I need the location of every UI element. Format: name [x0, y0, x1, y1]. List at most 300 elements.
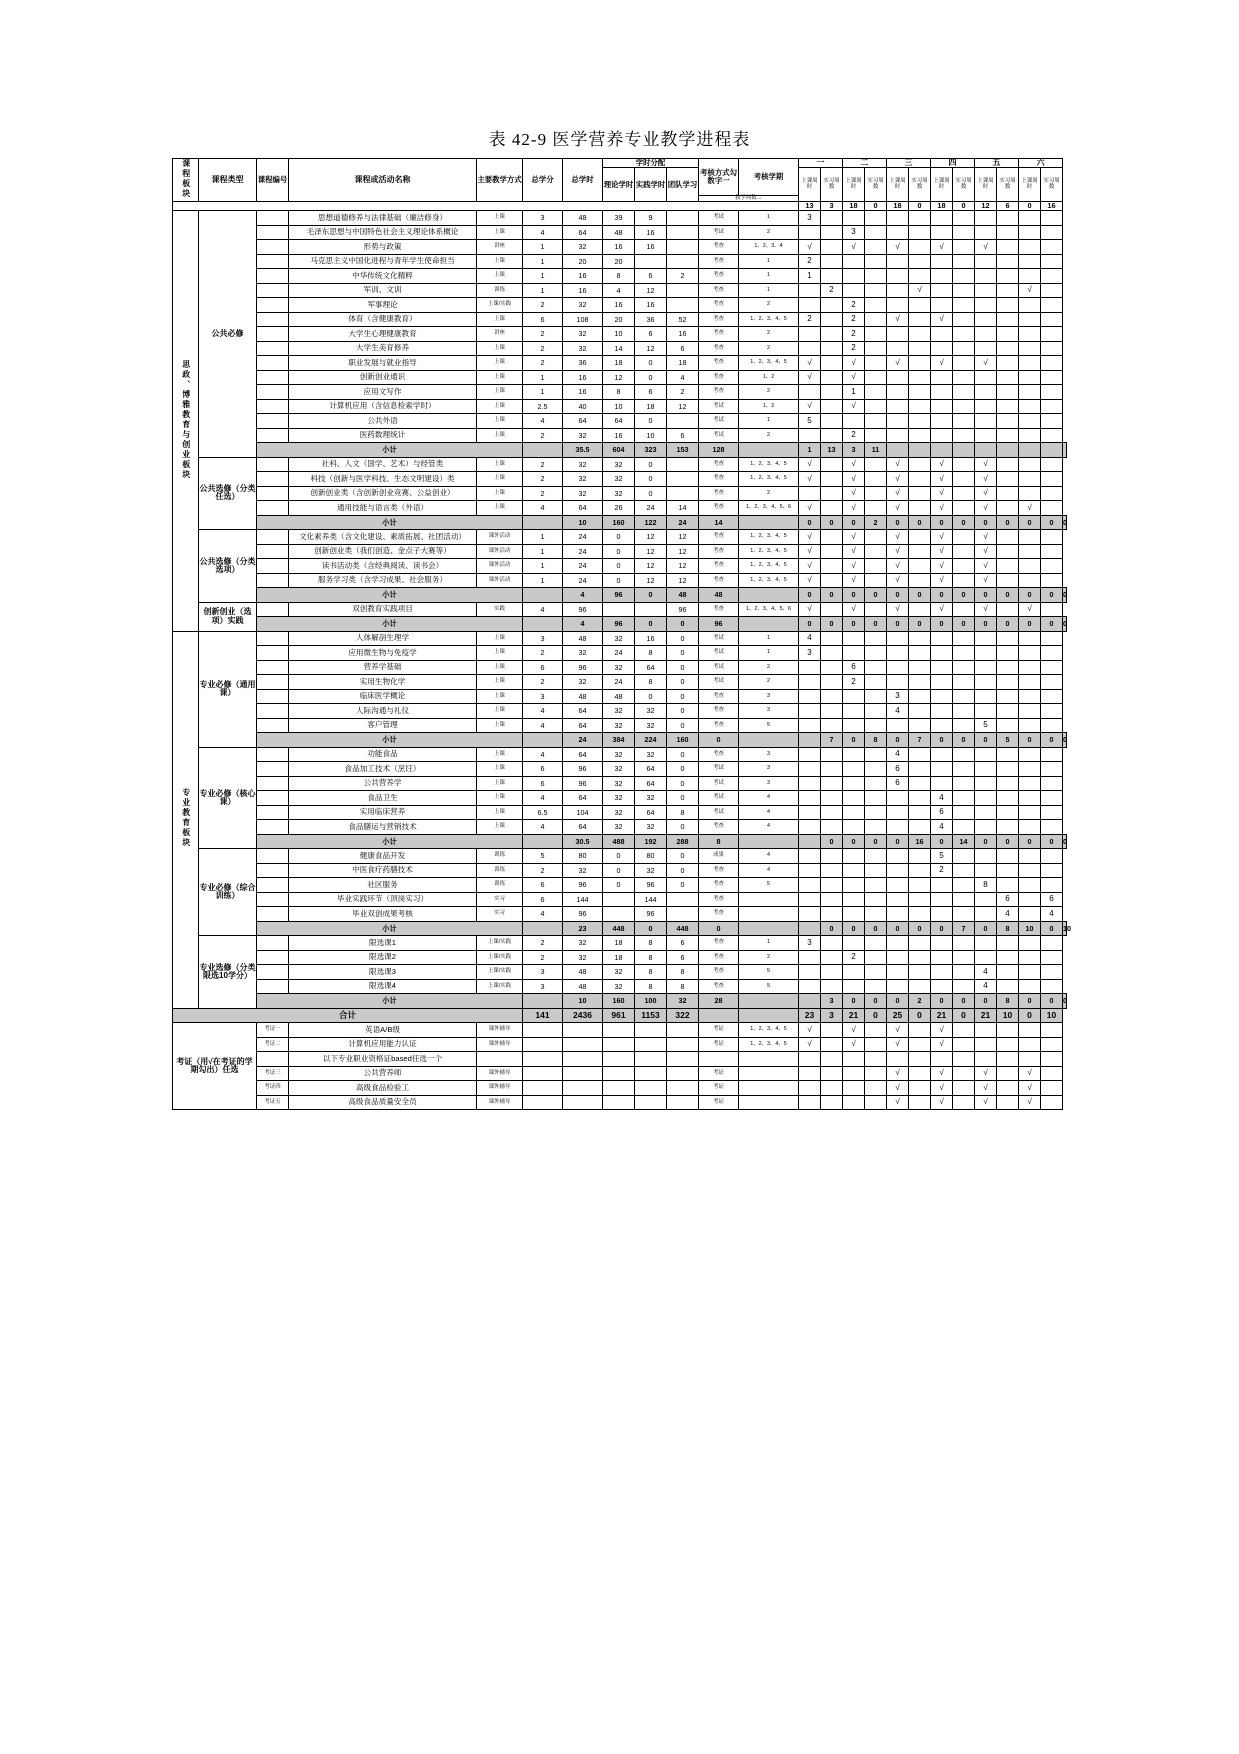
term-cell-5	[887, 428, 909, 443]
term-cell-2	[821, 718, 843, 733]
term-cell-2	[821, 950, 843, 965]
sub-term-cell-10: 0	[1019, 733, 1041, 748]
exam-term: 1、2、3、4、5	[739, 544, 799, 559]
term-cell-10	[997, 704, 1019, 719]
credit: 5	[523, 849, 563, 864]
term-cell-6	[909, 472, 931, 487]
practice-hours: 12	[635, 573, 667, 588]
practice-hours: 64	[635, 660, 667, 675]
term-cell-11	[1019, 530, 1041, 545]
th-term-2: 二	[843, 159, 887, 168]
term-cell-2	[821, 863, 843, 878]
term-cell-8	[953, 602, 975, 617]
term-cell-2	[821, 240, 843, 255]
term-cell-8	[953, 298, 975, 313]
term-cell-10	[997, 602, 1019, 617]
term-cell-11	[1019, 965, 1041, 980]
th-sub-prac-6: 实习周数	[1041, 168, 1063, 202]
team-hours: 0	[667, 878, 699, 893]
term-cell-1: √	[799, 573, 821, 588]
th-weeks-label: 教学周数→	[699, 195, 799, 202]
term-cell-5	[887, 805, 909, 820]
term-cell-5: √	[887, 457, 909, 472]
table-row	[173, 675, 1067, 690]
theory-hours: 32	[603, 820, 635, 835]
sub-term-cell-5: 0	[909, 921, 931, 936]
table-row	[173, 602, 1067, 617]
theory-hours: 18	[603, 950, 635, 965]
term-cell-7	[931, 660, 953, 675]
term-cell-2	[821, 370, 843, 385]
exam-mode: 考试	[699, 791, 739, 806]
sub-credit: 24	[563, 733, 603, 748]
term-cell-6	[909, 675, 931, 690]
term-cell-11	[1019, 428, 1041, 443]
term-cell-1	[799, 486, 821, 501]
term-cell-3	[843, 646, 865, 661]
cert-term-cell-8	[953, 1052, 975, 1067]
term-cell-7	[931, 341, 953, 356]
practice-hours	[635, 602, 667, 617]
table-row	[173, 486, 1067, 501]
term-cell-8	[953, 472, 975, 487]
term-cell-4	[865, 631, 887, 646]
term-cell-3	[843, 631, 865, 646]
exam-term: 2	[739, 660, 799, 675]
total-hours: 48	[563, 211, 603, 226]
teaching-method: 上课/实践	[477, 936, 523, 951]
exam-term: 2	[739, 428, 799, 443]
credit: 1	[523, 269, 563, 284]
term-cell-7	[931, 892, 953, 907]
sub-hours: 448	[603, 921, 635, 936]
sub-practice: 0	[667, 617, 699, 632]
term-cell-9	[975, 936, 997, 951]
team-hours: 8	[667, 979, 699, 994]
term-cell-5	[887, 950, 909, 965]
term-cell-12	[1041, 269, 1063, 284]
total-hours: 64	[563, 704, 603, 719]
grand-total-row	[173, 1008, 1067, 1023]
cert-name: 公共营养师	[289, 1066, 477, 1081]
course-name: 公共营养学	[289, 776, 477, 791]
term-cell-6	[909, 501, 931, 516]
cert-term-cell-9	[975, 1037, 997, 1052]
course-name: 体育（含健康教育）	[289, 312, 477, 327]
practice-hours: 12	[635, 530, 667, 545]
table-row	[173, 327, 1067, 342]
term-cell-6	[909, 689, 931, 704]
total-hours: 2436	[563, 1008, 603, 1023]
term-cell-6	[909, 573, 931, 588]
table-row	[173, 225, 1067, 240]
teaching-method: 上课	[477, 805, 523, 820]
term-cell-6	[909, 544, 931, 559]
course-code	[257, 849, 289, 864]
exam-term: 1、2、3、4、5、6	[739, 602, 799, 617]
term-cell-2	[821, 530, 843, 545]
group-label: 公共必修	[199, 211, 257, 458]
term-cell-9	[975, 849, 997, 864]
term-cell-2	[821, 559, 843, 574]
sub-term-cell-10: 0	[1019, 834, 1041, 849]
term-cell-5	[887, 675, 909, 690]
cert-term	[739, 1081, 799, 1096]
term-cell-10	[997, 776, 1019, 791]
subtotal-row	[173, 994, 1067, 1009]
term-cell-8	[953, 341, 975, 356]
teaching-method: 上课	[477, 776, 523, 791]
total-hours: 144	[563, 892, 603, 907]
exam-term: 1、2、3、4、5	[739, 356, 799, 371]
cert-row	[173, 1023, 1067, 1038]
term-cell-3	[843, 414, 865, 429]
cert-theory	[603, 1023, 635, 1038]
term-cell-12	[1041, 820, 1063, 835]
total-hours: 96	[563, 878, 603, 893]
term-cell-11	[1019, 486, 1041, 501]
theory-hours: 18	[603, 356, 635, 371]
cert-term-cell-2	[821, 1023, 843, 1038]
term-cell-5: √	[887, 312, 909, 327]
cert-method: 课外辅导	[477, 1066, 523, 1081]
sub-term-cell-9: 5	[997, 733, 1019, 748]
term-cell-1: √	[799, 356, 821, 371]
sub-hours: 96	[603, 588, 635, 603]
table-row	[173, 472, 1067, 487]
cert-code: 考证二	[257, 1037, 289, 1052]
th-sub-class-1: 上课周时	[799, 168, 821, 202]
team-hours: 8	[667, 965, 699, 980]
cert-term-cell-10	[997, 1023, 1019, 1038]
sub-term-cell-3: 0	[865, 921, 887, 936]
term-cell-12	[1041, 356, 1063, 371]
term-cell-3	[843, 269, 865, 284]
sub-term-cell-12	[1063, 443, 1067, 458]
theory-hours	[603, 907, 635, 922]
term-cell-10	[997, 530, 1019, 545]
term-cell-6	[909, 211, 931, 226]
table-row	[173, 747, 1067, 762]
term-cell-12	[1041, 950, 1063, 965]
term-cell-9	[975, 892, 997, 907]
practice-hours: 0	[635, 486, 667, 501]
term-cell-1	[799, 660, 821, 675]
term-cell-4	[865, 936, 887, 951]
term-cell-7: √	[931, 457, 953, 472]
practice-hours: 144	[635, 892, 667, 907]
sub-term-cell-2: 0	[843, 834, 865, 849]
cert-term-cell-4	[865, 1095, 887, 1110]
credit: 3	[523, 631, 563, 646]
table-row	[173, 849, 1067, 864]
term-cell-11	[1019, 878, 1041, 893]
term-cell-2	[821, 704, 843, 719]
sub-term	[799, 834, 821, 849]
term-cell-3: √	[843, 530, 865, 545]
term-cell-1	[799, 225, 821, 240]
course-name: 人体解剖生理学	[289, 631, 477, 646]
term-cell-8	[953, 718, 975, 733]
term-cell-11	[1019, 704, 1041, 719]
cert-term-cell-1	[799, 1081, 821, 1096]
term-cell-10	[997, 399, 1019, 414]
course-name: 毛泽东思想与中国特色社会主义理论体系概论	[289, 225, 477, 240]
sub-team: 0	[699, 921, 739, 936]
term-cell-7	[931, 327, 953, 342]
term-cell-10	[997, 878, 1019, 893]
credit: 4	[523, 718, 563, 733]
term-cell-9	[975, 370, 997, 385]
term-cell-9: √	[975, 602, 997, 617]
table-row	[173, 501, 1067, 516]
teaching-method: 讲座	[477, 240, 523, 255]
term-cell-6	[909, 559, 931, 574]
sub-term-cell-11	[1041, 443, 1063, 458]
term-cell-7	[931, 747, 953, 762]
group-label: 专业必修（核心课）	[199, 747, 257, 849]
course-name: 中医食疗药膳技术	[289, 863, 477, 878]
practice-hours: 8	[635, 675, 667, 690]
total-hours: 64	[563, 718, 603, 733]
term-cell-6	[909, 849, 931, 864]
course-code	[257, 646, 289, 661]
term-cell-7	[931, 689, 953, 704]
term-cell-4	[865, 457, 887, 472]
week-count-8: 0	[953, 202, 975, 211]
teaching-method: 上课/实践	[477, 979, 523, 994]
term-cell-6	[909, 979, 931, 994]
theory-hours: 32	[603, 660, 635, 675]
term-cell-12	[1041, 559, 1063, 574]
term-cell-11	[1019, 269, 1041, 284]
theory-hours: 8	[603, 385, 635, 400]
term-cell-10	[997, 312, 1019, 327]
credit: 1	[523, 544, 563, 559]
term-cell-7	[931, 762, 953, 777]
exam-mode: 考试	[699, 776, 739, 791]
term-cell-2	[821, 660, 843, 675]
term-cell-1	[799, 950, 821, 965]
term-cell-1: 2	[799, 312, 821, 327]
credit: 4	[523, 747, 563, 762]
sub-practice: 48	[667, 588, 699, 603]
term-cell-11	[1019, 950, 1041, 965]
course-code	[257, 298, 289, 313]
sub-term-cell-11: 0	[1041, 617, 1063, 632]
block-label: 专业教育板块	[173, 631, 199, 1008]
cert-code: 考证一	[257, 1023, 289, 1038]
exam-term: 2	[739, 385, 799, 400]
sub-term-cell-5: 2	[909, 994, 931, 1009]
table-row	[173, 211, 1067, 226]
sub-practice: 153	[667, 443, 699, 458]
total-hours: 32	[563, 646, 603, 661]
teaching-method: 实践	[477, 602, 523, 617]
theory-hours: 0	[603, 863, 635, 878]
practice-hours: 8	[635, 646, 667, 661]
sub-term-cell-1: 0	[821, 617, 843, 632]
group-label: 专业必修（通用课）	[199, 631, 257, 747]
sub-term-cell-9: 0	[997, 588, 1019, 603]
term-cell-6	[909, 863, 931, 878]
teaching-method: 上课	[477, 341, 523, 356]
practice-hours: 8	[635, 950, 667, 965]
week-count-1: 13	[799, 202, 821, 211]
sub-theory: 224	[635, 733, 667, 748]
course-code	[257, 936, 289, 951]
table-row	[173, 907, 1067, 922]
th-team: 团队学习	[667, 168, 699, 202]
sub-team: 96	[699, 617, 739, 632]
term-cell-12	[1041, 414, 1063, 429]
term-cell-4	[865, 573, 887, 588]
subtotal-row	[173, 617, 1067, 632]
term-cell-8	[953, 646, 975, 661]
team-hours: 0	[667, 675, 699, 690]
exam-mode: 考查	[699, 370, 739, 385]
cert-practice	[635, 1023, 667, 1038]
term-cell-3	[843, 211, 865, 226]
term-cell-7: √	[931, 486, 953, 501]
term-cell-10	[997, 544, 1019, 559]
th-type: 课程类型	[199, 159, 257, 202]
teaching-method: 上课	[477, 646, 523, 661]
term-cell-4	[865, 704, 887, 719]
course-code	[257, 776, 289, 791]
term-cell-1: 4	[799, 631, 821, 646]
table-header	[173, 159, 1067, 211]
practice-hours: 8	[635, 936, 667, 951]
sub-term-cell-7: 14	[953, 834, 975, 849]
term-cell-3	[843, 863, 865, 878]
term-cell-4	[865, 254, 887, 269]
practice-hours: 32	[635, 820, 667, 835]
term-cell-10	[997, 675, 1019, 690]
teaching-method: 上课	[477, 370, 523, 385]
theory-hours: 48	[603, 225, 635, 240]
teaching-method: 上课	[477, 820, 523, 835]
exam-mode: 考试	[699, 428, 739, 443]
table-row	[173, 370, 1067, 385]
exam-mode: 考查	[699, 950, 739, 965]
cert-method: 课外辅导	[477, 1081, 523, 1096]
term-cell-6	[909, 269, 931, 284]
term-cell-11	[1019, 820, 1041, 835]
term-cell-1: √	[799, 240, 821, 255]
term-cell-9	[975, 689, 997, 704]
term-cell-1	[799, 762, 821, 777]
term-cell-2	[821, 965, 843, 980]
term-cell-10	[997, 936, 1019, 951]
cert-term-cell-4	[865, 1052, 887, 1067]
term-cell-2	[821, 936, 843, 951]
course-code	[257, 385, 289, 400]
total-team: 322	[667, 1008, 699, 1023]
table-row	[173, 704, 1067, 719]
term-cell-12	[1041, 718, 1063, 733]
term-cell-12	[1041, 878, 1063, 893]
term-cell-11	[1019, 312, 1041, 327]
theory-hours: 0	[603, 559, 635, 574]
practice-hours: 36	[635, 312, 667, 327]
term-cell-4	[865, 791, 887, 806]
term-cell-8	[953, 776, 975, 791]
course-name: 限选课4	[289, 979, 477, 994]
table-row	[173, 950, 1067, 965]
term-cell-2	[821, 298, 843, 313]
team-hours: 0	[667, 820, 699, 835]
sub-term-cell-3: 11	[865, 443, 887, 458]
table-row	[173, 878, 1067, 893]
term-cell-10	[997, 979, 1019, 994]
cert-term-cell-8	[953, 1023, 975, 1038]
term-cell-6	[909, 327, 931, 342]
exam-mode: 考查	[699, 979, 739, 994]
theory-hours	[603, 602, 635, 617]
course-name: 军事理论	[289, 298, 477, 313]
total-exam	[699, 1008, 739, 1023]
total-hours: 32	[563, 240, 603, 255]
term-cell-12	[1041, 791, 1063, 806]
th-term-1: 一	[799, 159, 843, 168]
term-cell-12	[1041, 979, 1063, 994]
cert-practice	[635, 1095, 667, 1110]
credit: 3	[523, 689, 563, 704]
term-cell-10	[997, 457, 1019, 472]
course-code	[257, 269, 289, 284]
term-cell-12	[1041, 283, 1063, 298]
team-hours: 0	[667, 849, 699, 864]
cert-term-cell-3	[843, 1066, 865, 1081]
sub-credit: 30.5	[563, 834, 603, 849]
term-cell-7	[931, 283, 953, 298]
table-row	[173, 631, 1067, 646]
term-cell-1	[799, 907, 821, 922]
exam-mode: 考试	[699, 225, 739, 240]
term-cell-12	[1041, 602, 1063, 617]
sub-theory: 100	[635, 994, 667, 1009]
term-cell-7: √	[931, 356, 953, 371]
term-cell-7: 4	[931, 791, 953, 806]
week-count-5: 18	[887, 202, 909, 211]
term-cell-11	[1019, 805, 1041, 820]
sub-theory: 323	[635, 443, 667, 458]
term-cell-5	[887, 254, 909, 269]
term-cell-9	[975, 660, 997, 675]
team-hours: 12	[667, 530, 699, 545]
term-cell-9	[975, 414, 997, 429]
table-row	[173, 312, 1067, 327]
credit: 6	[523, 762, 563, 777]
term-cell-1	[799, 689, 821, 704]
subtotal-label: 小计	[257, 994, 523, 1009]
term-cell-2	[821, 428, 843, 443]
term-cell-1	[799, 747, 821, 762]
cert-term-cell-6	[909, 1052, 931, 1067]
table-row	[173, 762, 1067, 777]
exam-mode: 考试	[699, 805, 739, 820]
term-cell-2	[821, 776, 843, 791]
cert-exam: 考证	[699, 1095, 739, 1110]
term-cell-6	[909, 791, 931, 806]
theory-hours: 32	[603, 747, 635, 762]
group-label: 专业必修（综合训练）	[199, 849, 257, 936]
sub-term-cell-10: 0	[1019, 588, 1041, 603]
term-cell-4	[865, 327, 887, 342]
cert-term-cell-6	[909, 1066, 931, 1081]
term-cell-5	[887, 892, 909, 907]
